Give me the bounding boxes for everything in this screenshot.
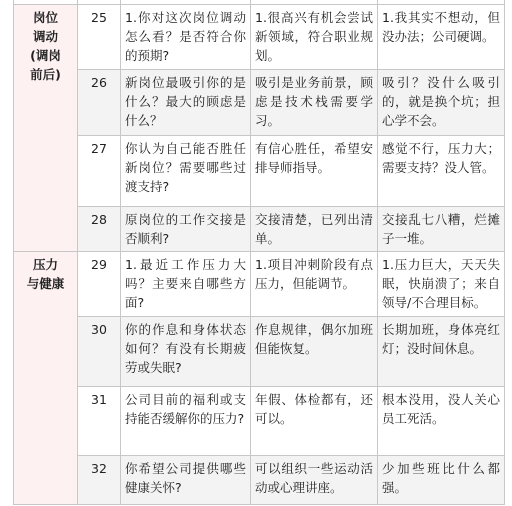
negative-answer-cell: 根本没用，没人关心员工死活。 — [378, 387, 505, 456]
row-number: 29 — [78, 252, 121, 317]
row-number: 31 — [78, 387, 121, 456]
question-cell: 1.最近工作压力大吗？主要来自哪些方面? — [121, 252, 251, 317]
question-cell: 1.你对这次岗位调动怎么看？是否符合你的预期? — [121, 5, 251, 70]
category-line: 前后) — [30, 67, 61, 82]
positive-answer-cell: 1.很高兴有机会尝试新领域，符合职业规划。 — [251, 5, 378, 70]
question-cell: 你的作息和身体状态如何？有没有长期疲劳或失眠? — [121, 317, 251, 387]
table-row — [14, 252, 505, 317]
negative-answer-cell: 长期加班，身体亮红灯；没时间休息。 — [378, 317, 505, 387]
category-line: 岗位 — [32, 10, 58, 25]
question-cell: 你认为自己能否胜任新岗位？需要哪些过渡支持? — [121, 136, 251, 207]
question-cell: 原岗位的工作交接是否顺利? — [121, 207, 251, 252]
row-number: 27 — [78, 136, 121, 207]
category-line: 调动 — [32, 29, 58, 44]
row-number: 30 — [78, 317, 121, 387]
question-cell: 新岗位最吸引你的是什么？最大的顾虑是什么？ — [121, 70, 251, 136]
category-line: 压力 — [32, 257, 58, 272]
positive-answer-cell: 交接清楚，已列出清单。 — [251, 207, 378, 252]
negative-answer-cell: 少加些班比什么都强。 — [378, 456, 505, 505]
question-cell: 你希望公司提供哪些健康关怀? — [121, 456, 251, 505]
table-row — [14, 387, 505, 456]
positive-answer-cell: 年假、体检都有，还可以。 — [251, 387, 378, 456]
negative-answer-cell: 交接乱七八糟，烂摊子一堆。 — [378, 207, 505, 252]
table-row — [14, 136, 505, 207]
negative-answer-cell: 1.我其实不想动，但没办法；公司硬调。 — [378, 5, 505, 70]
table-row — [14, 207, 505, 252]
table-row — [14, 456, 505, 505]
row-number: 25 — [78, 5, 121, 70]
category-line: (调岗 — [30, 48, 61, 63]
positive-answer-cell: 可以组织一些运动活动或心理讲座。 — [251, 456, 378, 505]
row-number: 32 — [78, 456, 121, 505]
negative-answer-cell: 1.压力巨大，天天失眠，快崩溃了；来自领导/不合理目标。 — [378, 252, 505, 317]
row-number: 28 — [78, 207, 121, 252]
negative-answer-cell: 感觉不行，压力大；需要支持？没人管。 — [378, 136, 505, 207]
category-cell — [14, 252, 78, 505]
interview-question-table — [13, 0, 505, 505]
positive-answer-cell: 作息规律，偶尔加班但能恢复。 — [251, 317, 378, 387]
positive-answer-cell: 吸引是业务前景，顾虑是技术栈需要学习。 — [251, 70, 378, 136]
table-row — [14, 317, 505, 387]
positive-answer-cell: 有信心胜任，希望安排导师指导。 — [251, 136, 378, 207]
positive-answer-cell: 1.项目冲刺阶段有点压力，但能调节。 — [251, 252, 378, 317]
table-row — [14, 70, 505, 136]
table-row — [14, 5, 505, 70]
row-number: 26 — [78, 70, 121, 136]
question-cell: 公司目前的福利或支持能否缓解你的压力? — [121, 387, 251, 456]
category-line: 与健康 — [26, 276, 65, 291]
negative-answer-cell: 吸引？没什么吸引的，就是换个坑；担心学不会。 — [378, 70, 505, 136]
category-cell — [14, 5, 78, 252]
